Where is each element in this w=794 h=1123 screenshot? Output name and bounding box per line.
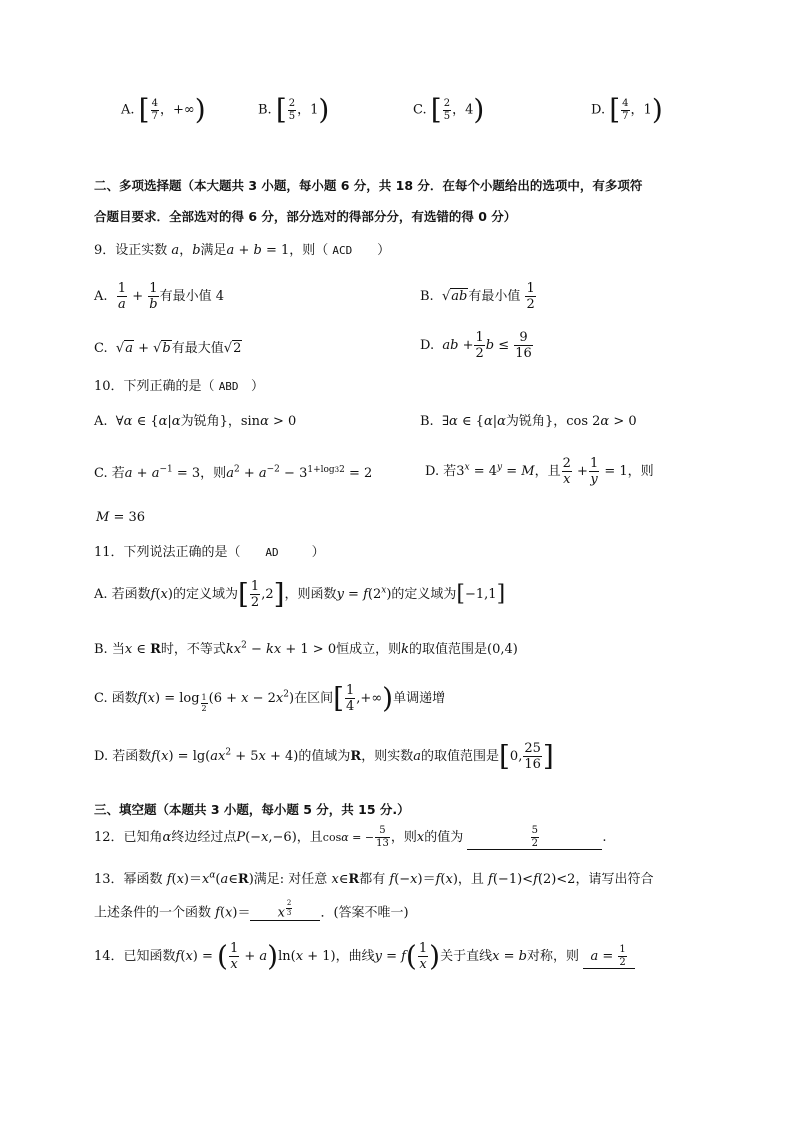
q9-option-b: B. √ab有最小值 $\frac{1}{2}$ <box>420 281 535 312</box>
q11-answer: AD <box>265 546 279 559</box>
q10-option-d: D. 若$3^x = 4^y = M$，且 $\frac{2}{x}$ + $\frac{1}{y}$ = 1，则 <box>425 456 654 487</box>
q10-answer: ABD <box>218 380 239 393</box>
q9-option-a: A. $\frac{1}{a}$ + $\frac{1}{b}$ 有最小值 4 <box>94 281 224 312</box>
q12-answer-blank: $\frac{5}{2}$ <box>467 826 602 850</box>
q10-option-a: A. ∀α ∈ {α|α为锐角}，sinα > 0 <box>94 414 297 429</box>
section2-heading-line2: 合题目要求．全部选对的得 6 分，部分选对的得部分分，有选错的得 0 分） <box>94 209 517 224</box>
q11-option-d: D. 若函数$f(x) = \lg(ax^2 + 5x + 4)$的值域为R，则实数a的取值范围是[0, $\frac{25}{16}$ ] <box>94 739 554 773</box>
q8-option-d: D. [ $\frac{4}{7}$ ，1) <box>591 93 663 126</box>
q9-option-d: D. ab + $\frac{1}{2}$ b ≤ $\frac{9}{16}$ <box>420 330 532 361</box>
q10-option-b: B. ∃α ∈ {α|α为锐角}，cos 2α > 0 <box>420 414 637 429</box>
q9-answer: ACD <box>332 244 353 257</box>
q13-answer-blank: x $^{\frac{2}{3}}$ <box>250 900 320 921</box>
q8-option-b: B. [ $\frac{2}{5}$ ，1) <box>258 93 330 126</box>
q13-line2: 上述条件的一个函数 f(x)＝ x $^{\frac{2}{3}}$ ．(答案不唯一) <box>94 899 409 921</box>
section2-heading-line1: 二、多项选择题（本大题共 3 小题，每小题 6 分，共 18 分．在每个小题给出的选项中，有多项符 <box>94 178 643 193</box>
q8-option-c: C. [ $\frac{2}{5}$ ，4) <box>413 93 485 126</box>
q10-option-d-cont: M = 36 <box>96 510 146 525</box>
q9-option-c: C. √a + √b有最大值√2 <box>94 341 242 356</box>
q8-option-a: A. [ $\frac{4}{7}$ ，+∞) <box>121 93 206 126</box>
q14-answer-blank: a = $\frac{1}{2}$ <box>583 945 635 969</box>
q13-line1: 13．幂函数 $f(x)=x^\alpha(a\in R)$满足: 对任意 x∈R都有 f(−x)＝f(x)，且 f(−1)<f(2)<2，请写出符合 <box>94 870 654 887</box>
section3-heading: 三、填空题（本题共 3 小题，每小题 5 分，共 15 分.） <box>94 802 410 817</box>
q11-option-c: C. 函数f(x) = log $_{\frac{1}{2}}$ $(6 + x - 2x^2)$在区间[ $\frac{1}{4}$ ,+∞)单调递增 <box>94 681 446 715</box>
q11-stem: 11．下列说法正确的是（ AD ） <box>94 545 325 560</box>
q10-stem: 10．下列正确的是（ ABD ） <box>94 379 264 394</box>
q11-option-a: A. 若函数f(x)的定义域为[ $\frac{1}{2}$ ,2]，则函数$y = f(2^x)$的定义域为[−1,1] <box>94 577 506 611</box>
q11-option-b: B. 当x ∈ R时，不等式$kx^2$ − kx + 1 > 0恒成立，则k的取值范围是(0,4) <box>94 640 518 657</box>
q12: 12．已知角α终边经过点P(−x,−6)，且cosα = − $\frac{5}{13}$ ，则x的值为 $\frac{5}{2}$ . <box>94 825 607 849</box>
q10-option-c: C. 若$a + a^{-1} = 3$，则$a^2 + a^{-2} - 3^{1+log32} = 2$ <box>94 464 373 481</box>
q14: 14．已知函数f(x) = ( $\frac{1}{x}$ + a)ln(x + 1)，曲线y = f( $\frac{1}{x}$ )关于直线x = b对称，则 a = $\frac{1}{2}$ <box>94 942 635 971</box>
q9-stem: 9．设正实数 a，b满足a + b = 1，则（ ACD ） <box>94 243 391 258</box>
